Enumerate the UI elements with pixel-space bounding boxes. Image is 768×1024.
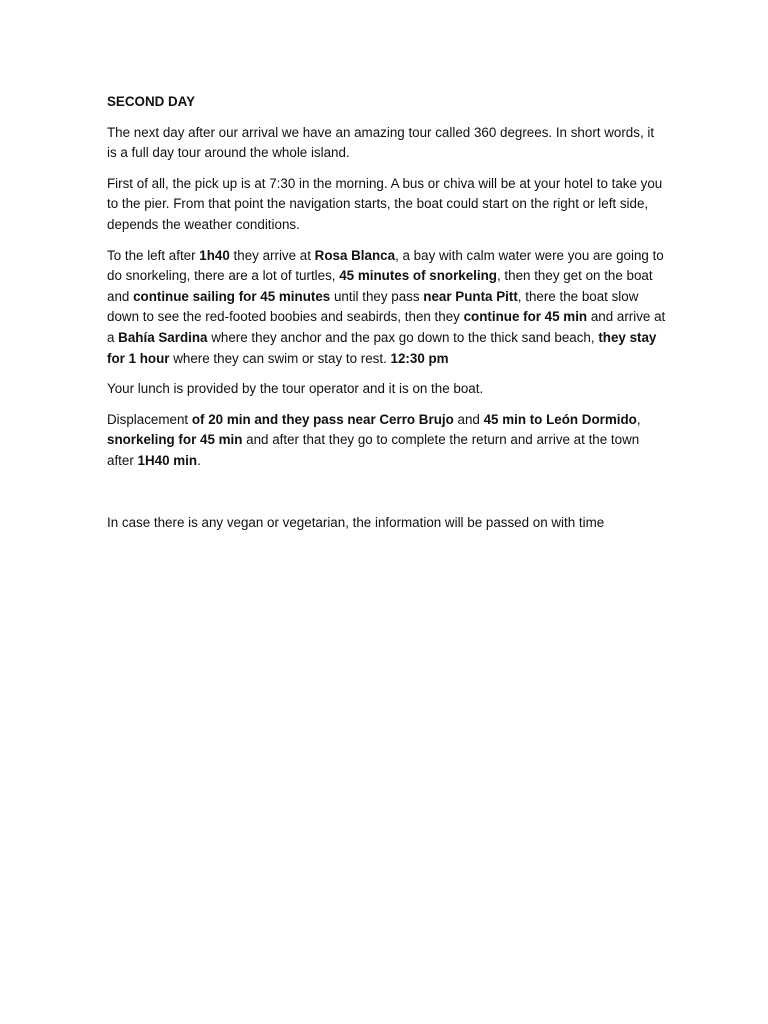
- text-run: and arrive at a: [107, 309, 666, 345]
- paragraph-pickup: [107, 174, 667, 236]
- text-run: ,: [636, 411, 641, 427]
- paragraph-spacer: [107, 482, 667, 513]
- text-run: where they anchor and the pax go down to the thick sand beach,: [207, 329, 599, 345]
- text-run: The next day after our arrival we have an amazing tour called 360 degrees. In short words, it is a full day tour around the whole island.: [107, 124, 655, 161]
- paragraph-intro: [107, 123, 667, 164]
- paragraph-displacement: [107, 410, 667, 472]
- bold-text: Bahía Sardina: [118, 329, 208, 345]
- text-run: To the left after: [107, 247, 200, 263]
- text-run: and after that they go to complete the return and arrive at the town after: [107, 432, 640, 468]
- text-run: Your lunch is provided by the tour operator and it is on the boat.: [107, 381, 484, 397]
- text-run: they arrive at: [229, 247, 315, 263]
- document-body: [107, 92, 667, 543]
- bold-text: of 20 min and they pass near Cerro Brujo: [191, 411, 454, 427]
- bold-text: 45 min to León Dormido: [483, 411, 637, 427]
- text-run: In case there is any vegan or vegetarian, the information will be passed on with time: [107, 514, 605, 530]
- section-heading: SECOND DAY: [107, 94, 196, 109]
- bold-text: continue for 45 min: [463, 309, 588, 325]
- text-run: and: [453, 411, 484, 427]
- text-run: , there the boat slow down to see the red-footed boobies and seabirds, then they: [107, 288, 639, 325]
- bold-text: 12:30 pm: [390, 350, 449, 366]
- bold-text: snorkeling for 45 min: [107, 432, 243, 448]
- paragraph-route: [107, 246, 667, 370]
- bold-text: near Punta Pitt: [423, 288, 518, 304]
- text-run: until they pass: [330, 288, 424, 304]
- text-run: .: [197, 452, 201, 468]
- paragraph-diet: [107, 513, 667, 534]
- text-run: Displacement: [107, 411, 192, 427]
- bold-text: continue sailing for 45 minutes: [133, 288, 331, 304]
- bold-text: 45 minutes of snorkeling: [339, 268, 497, 284]
- bold-text: Rosa Blanca: [314, 247, 396, 263]
- text-run: First of all, the pick up is at 7:30 in the morning. A bus or chiva will be at your hotel to take you to the pier. From that point the navigation starts, the boat could start on the right or left side, depends the weather conditions.: [107, 175, 663, 232]
- text-run: , a bay with calm water were you are going to do snorkeling, there are a lot of turtles,: [107, 247, 664, 284]
- text-run: where they can swim or stay to rest.: [169, 350, 391, 366]
- bold-text: 1h40: [199, 247, 230, 263]
- text-run: , then they get on the boat and: [107, 268, 653, 304]
- paragraph-lunch: [107, 379, 667, 400]
- bold-text: they stay for 1 hour: [107, 329, 657, 366]
- bold-text: 1H40 min: [137, 452, 198, 468]
